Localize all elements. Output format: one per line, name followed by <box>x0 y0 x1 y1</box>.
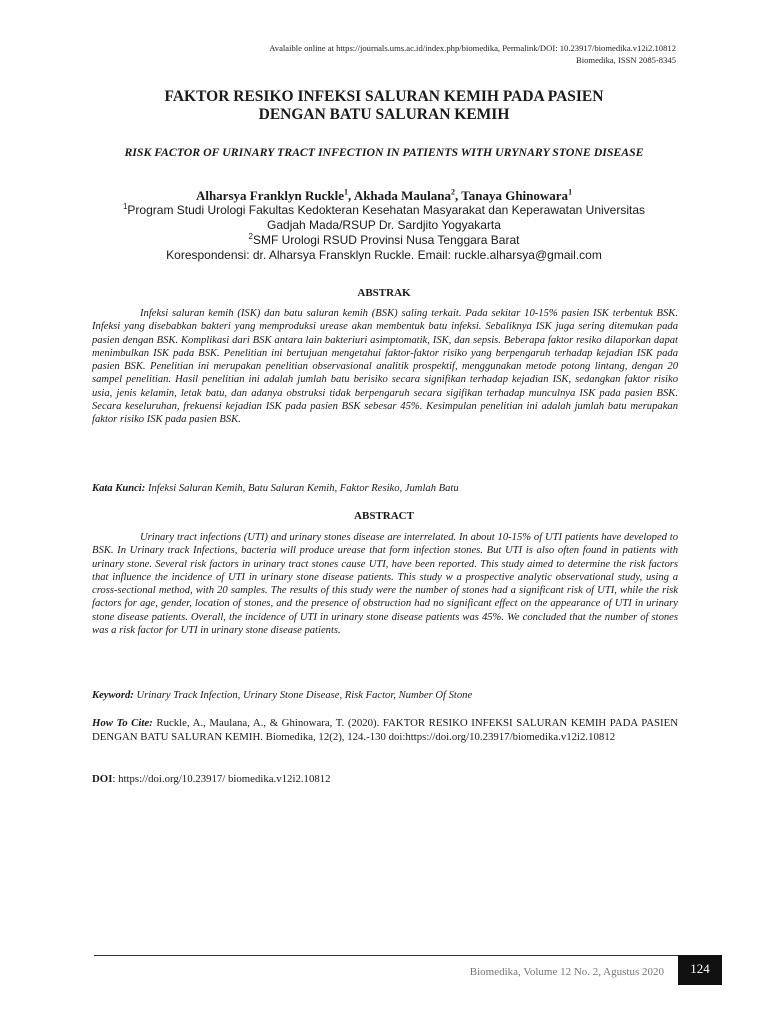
affiliation-2-text: SMF Urologi RSUD Provinsi Nusa Tenggara Barat <box>252 233 520 247</box>
affiliation-1-sup: 1 <box>122 202 128 211</box>
author-1: Alharsya Franklyn Ruckle <box>195 188 345 203</box>
affiliation-2 <box>0 233 768 248</box>
doi-line <box>92 773 678 785</box>
abstrak-text: Infeksi saluran kemih (ISK) dan batu saluran kemih (BSK) saling terkait. Pada sekitar 10-15% pasien ISK terbentuk BSK. Infeksi yang disebabkan bakteri yang memproduksi urease akan membentuk batu infeksi. Sebaliknya ISK juga sering ditemukan pada pasien dengan BSK. Komplikasi dari BSK antara lain bakteriuri asimptomatik, ISK, dan sepsis. Beberapa faktor resiko dilaporkan dapat menimbulkan ISK pada BSK. Penelitian ini bertujuan mengetahui faktor-faktor risiko yang berpengaruh terhadap kejadian ISK pada pasien BSK. Penelitian ini merupakan penelitian observasional analitik prospektif, menggunakan metode potong lintang, dengan 20 sampel penelitian. Hasil penelitian ini adalah jumlah batu berisiko secara signifikan terhadap kejadian ISK, sedangkan faktor risiko usia, jenis kelamin, letak batu, dan adanya obstruksi tidak berpengaruh secara sigifikan terhadap munculnya ISK pada pasien BSK. Secara keseluruhan, frekuensi kejadian ISK pada pasien BSK sebesar 45%. Kesimpulan penelitian ini adalah jumlah batu merupakan faktor risiko ISK pada pasien BSK. <box>92 308 678 426</box>
footer-rule <box>94 955 678 956</box>
author-separator: , <box>454 188 462 203</box>
abstrak-heading: ABSTRAK <box>357 287 411 299</box>
paper-subtitle-english: RISK FACTOR OF URINARY TRACT INFECTION IN PATIENTS WITH URYNARY STONE DISEASE <box>124 145 644 159</box>
keyword-value: Urinary Track Infection, Urinary Stone Disease, Risk Factor, Number Of Stone <box>136 690 473 701</box>
author-separator: , <box>348 188 354 203</box>
doi-link[interactable]: : https://doi.org/10.23917/ biomedika.v12i2.10812 <box>112 773 331 785</box>
how-to-cite <box>92 717 678 744</box>
abstract-heading: ABSTRACT <box>354 510 414 522</box>
doi-label: DOI <box>92 773 113 785</box>
footer-journal-info: Biomedika, Volume 12 No. 2, Agustus 2020 <box>469 966 664 978</box>
affiliation-1-line-1: Program Studi Urologi Fakultas Kedokteran Kesehatan Masyarakat dan Keperawatan Universitas <box>127 203 646 217</box>
page-number-badge: 124 <box>678 955 722 985</box>
kata-kunci <box>92 482 678 495</box>
journal-header <box>269 42 676 66</box>
author-block <box>0 188 768 263</box>
how-to-cite-value: Ruckle, A., Maulana, A., & Ghinowara, T. (2020). FAKTOR RESIKO INFEKSI SALURAN KEMIH PADA PASIEN DENGAN BATU SALURAN KEMIH. Biomedika, 12(2), 124.-130 doi:https://doi.org/10.23917/biomedika.v12i2.10812 <box>92 717 678 743</box>
kata-kunci-value: Infeksi Saluran Kemih, Batu Saluran Kemih, Faktor Resiko, Jumlah Batu <box>147 483 459 494</box>
affiliation-1 <box>0 203 768 218</box>
author-3-sup: 1 <box>568 187 573 197</box>
author-names <box>0 188 768 203</box>
keyword-label: Keyword: <box>92 690 134 701</box>
author-2: Akhada Maulana <box>353 188 451 203</box>
correspondence: Korespondensi: dr. Alharsya Fransklyn Ruckle. Email: ruckle.alharsya@gmail.com <box>166 248 602 262</box>
title-line-2: DENGAN BATU SALURAN KEMIH <box>258 106 510 123</box>
abstract-text: Urinary tract infections (UTI) and urinary stones disease are interrelated. In about 10-15% of UTI patients have developed to BSK. In Urinary track Infections, bacteria will produce urease that form infection stones. But UTI is also often found in patients with urinary stone. Several risk factors in urinary tract stones cause UTI, have been reported. This study aimed to determine the risk factors that influence the incidence of UTI in urinary stone disease patients. This study w a prospective analytic observational study, using a cross-sectional method, with 20 samples. The results of this study were the number of stones had a significant risk of UTI, while the risk factors for age, gender, location of stones, and the presence of obstruction had no significant effect on the appearance of UTI in urinary stone disease patients. Overall, the incidence of UTI in urinary stone disease patients was 45%. We concluded that the number of stones was a risk factor for UTI in urinary stone disease patients. <box>92 532 678 637</box>
author-1-sup: 1 <box>344 187 349 197</box>
header-availability-line: Avalaible online at https://journals.ums.ac.id/index.php/biomedika, Permalink/DOI: 10.23917/biomedika.v12i2.10812 <box>269 43 676 53</box>
author-3: Tanaya Ghinowara <box>461 188 569 203</box>
how-to-cite-label: How To Cite: <box>92 717 153 729</box>
affiliation-2-sup: 2 <box>248 232 253 241</box>
keyword <box>92 689 678 702</box>
header-issn-line: Biomedika, ISSN 2085-8345 <box>575 55 676 65</box>
paper-title <box>0 88 768 124</box>
title-line-1: FAKTOR RESIKO INFEKSI SALURAN KEMIH PADA PASIEN <box>164 88 604 105</box>
affiliation-1-continued: Gadjah Mada/RSUP Dr. Sardjito Yogyakarta <box>267 218 501 232</box>
author-2-sup: 2 <box>450 187 455 197</box>
kata-kunci-label: Kata Kunci: <box>92 483 146 494</box>
